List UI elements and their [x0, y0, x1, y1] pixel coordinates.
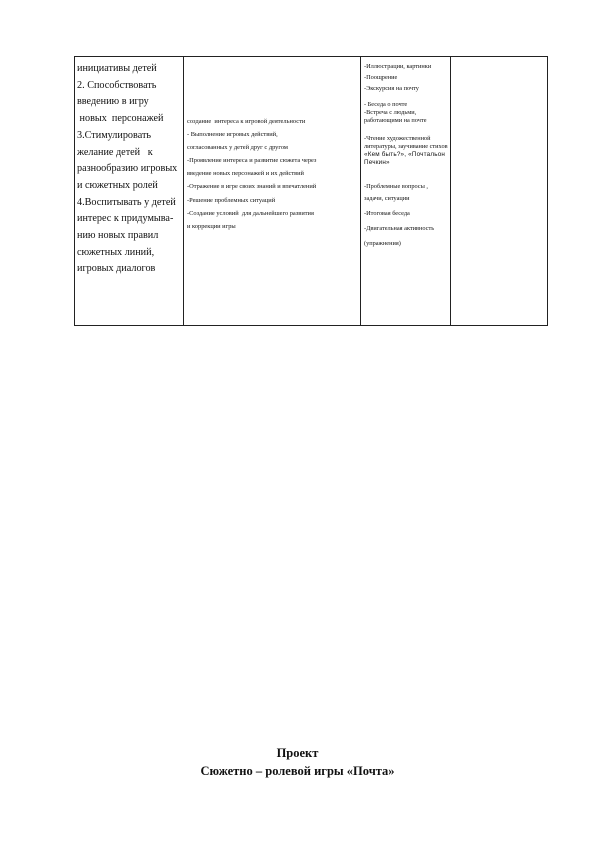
goal-line: 4.Воспитывать у детей — [77, 196, 176, 208]
criteria-line: согласованных у детей друг с другом — [187, 144, 288, 152]
goal-line: нию новых правил — [77, 230, 159, 242]
project-heading: Проект — [276, 746, 319, 760]
method-item: -Встреча с людьми, работающими на почте — [364, 109, 427, 124]
goal-line: 3.Стимулировать — [77, 129, 152, 141]
criteria-line: создание интереса к игровой деятельности — [187, 118, 306, 125]
method-item: (упражнения) — [364, 240, 401, 247]
criteria-line: -Проявление интереса и развитие сюжета через — [187, 157, 317, 165]
criteria-line: введение новых персонажей и их действий — [187, 170, 304, 178]
goal-line: желание детей к — [77, 146, 153, 158]
method-item: -Итоговая беседа — [364, 210, 410, 217]
goals-cell — [75, 57, 184, 326]
method-item: -Иллюстрации, картинки — [364, 63, 432, 70]
method-item: -Экскурсия на почту — [364, 85, 419, 92]
criteria-line: -Отражение в игре своих знаний и впечатлений — [187, 183, 317, 191]
criteria-line: -Решение проблемных ситуаций — [187, 196, 276, 204]
methods-cell — [361, 57, 451, 326]
method-item: -Двигательная активность — [364, 225, 435, 232]
criteria-cell — [184, 57, 361, 326]
goal-line: новых персонажей — [77, 113, 164, 125]
empty-cell — [451, 57, 548, 326]
method-item: -Поощрение — [364, 74, 398, 81]
method-item: -Проблемные вопросы , задачи, ситуации — [364, 183, 428, 202]
method-item: -Чтение художественной литературы, заучивание стихов — [364, 135, 448, 150]
goal-line: инициативы детей — [77, 63, 157, 74]
plan-table — [74, 56, 548, 326]
criteria-line: и коррекции игры — [187, 222, 236, 230]
goal-line: сюжетных линий, — [77, 246, 155, 258]
project-title: Сюжетно – ролевой игры «Почта» — [200, 764, 395, 778]
method-item: - Беседа о почте — [364, 101, 408, 108]
goal-line: игровых диалогов — [77, 263, 156, 275]
goal-line: интерес к придумыва- — [77, 213, 174, 225]
criteria-line: -Создание условий для дальнейшего развития — [187, 209, 314, 217]
method-item-titles: «Кем быть?», «Почтальон Печкин» — [364, 151, 446, 166]
goal-line: и сюжетных ролей — [77, 179, 158, 191]
table-row — [75, 57, 548, 326]
goal-line: 2. Способствовать — [77, 79, 157, 91]
goal-line: введению в игру — [77, 96, 149, 108]
goal-line: разнообразию игровых — [77, 163, 178, 175]
criteria-line: - Выполнение игровых действий, — [187, 131, 278, 139]
